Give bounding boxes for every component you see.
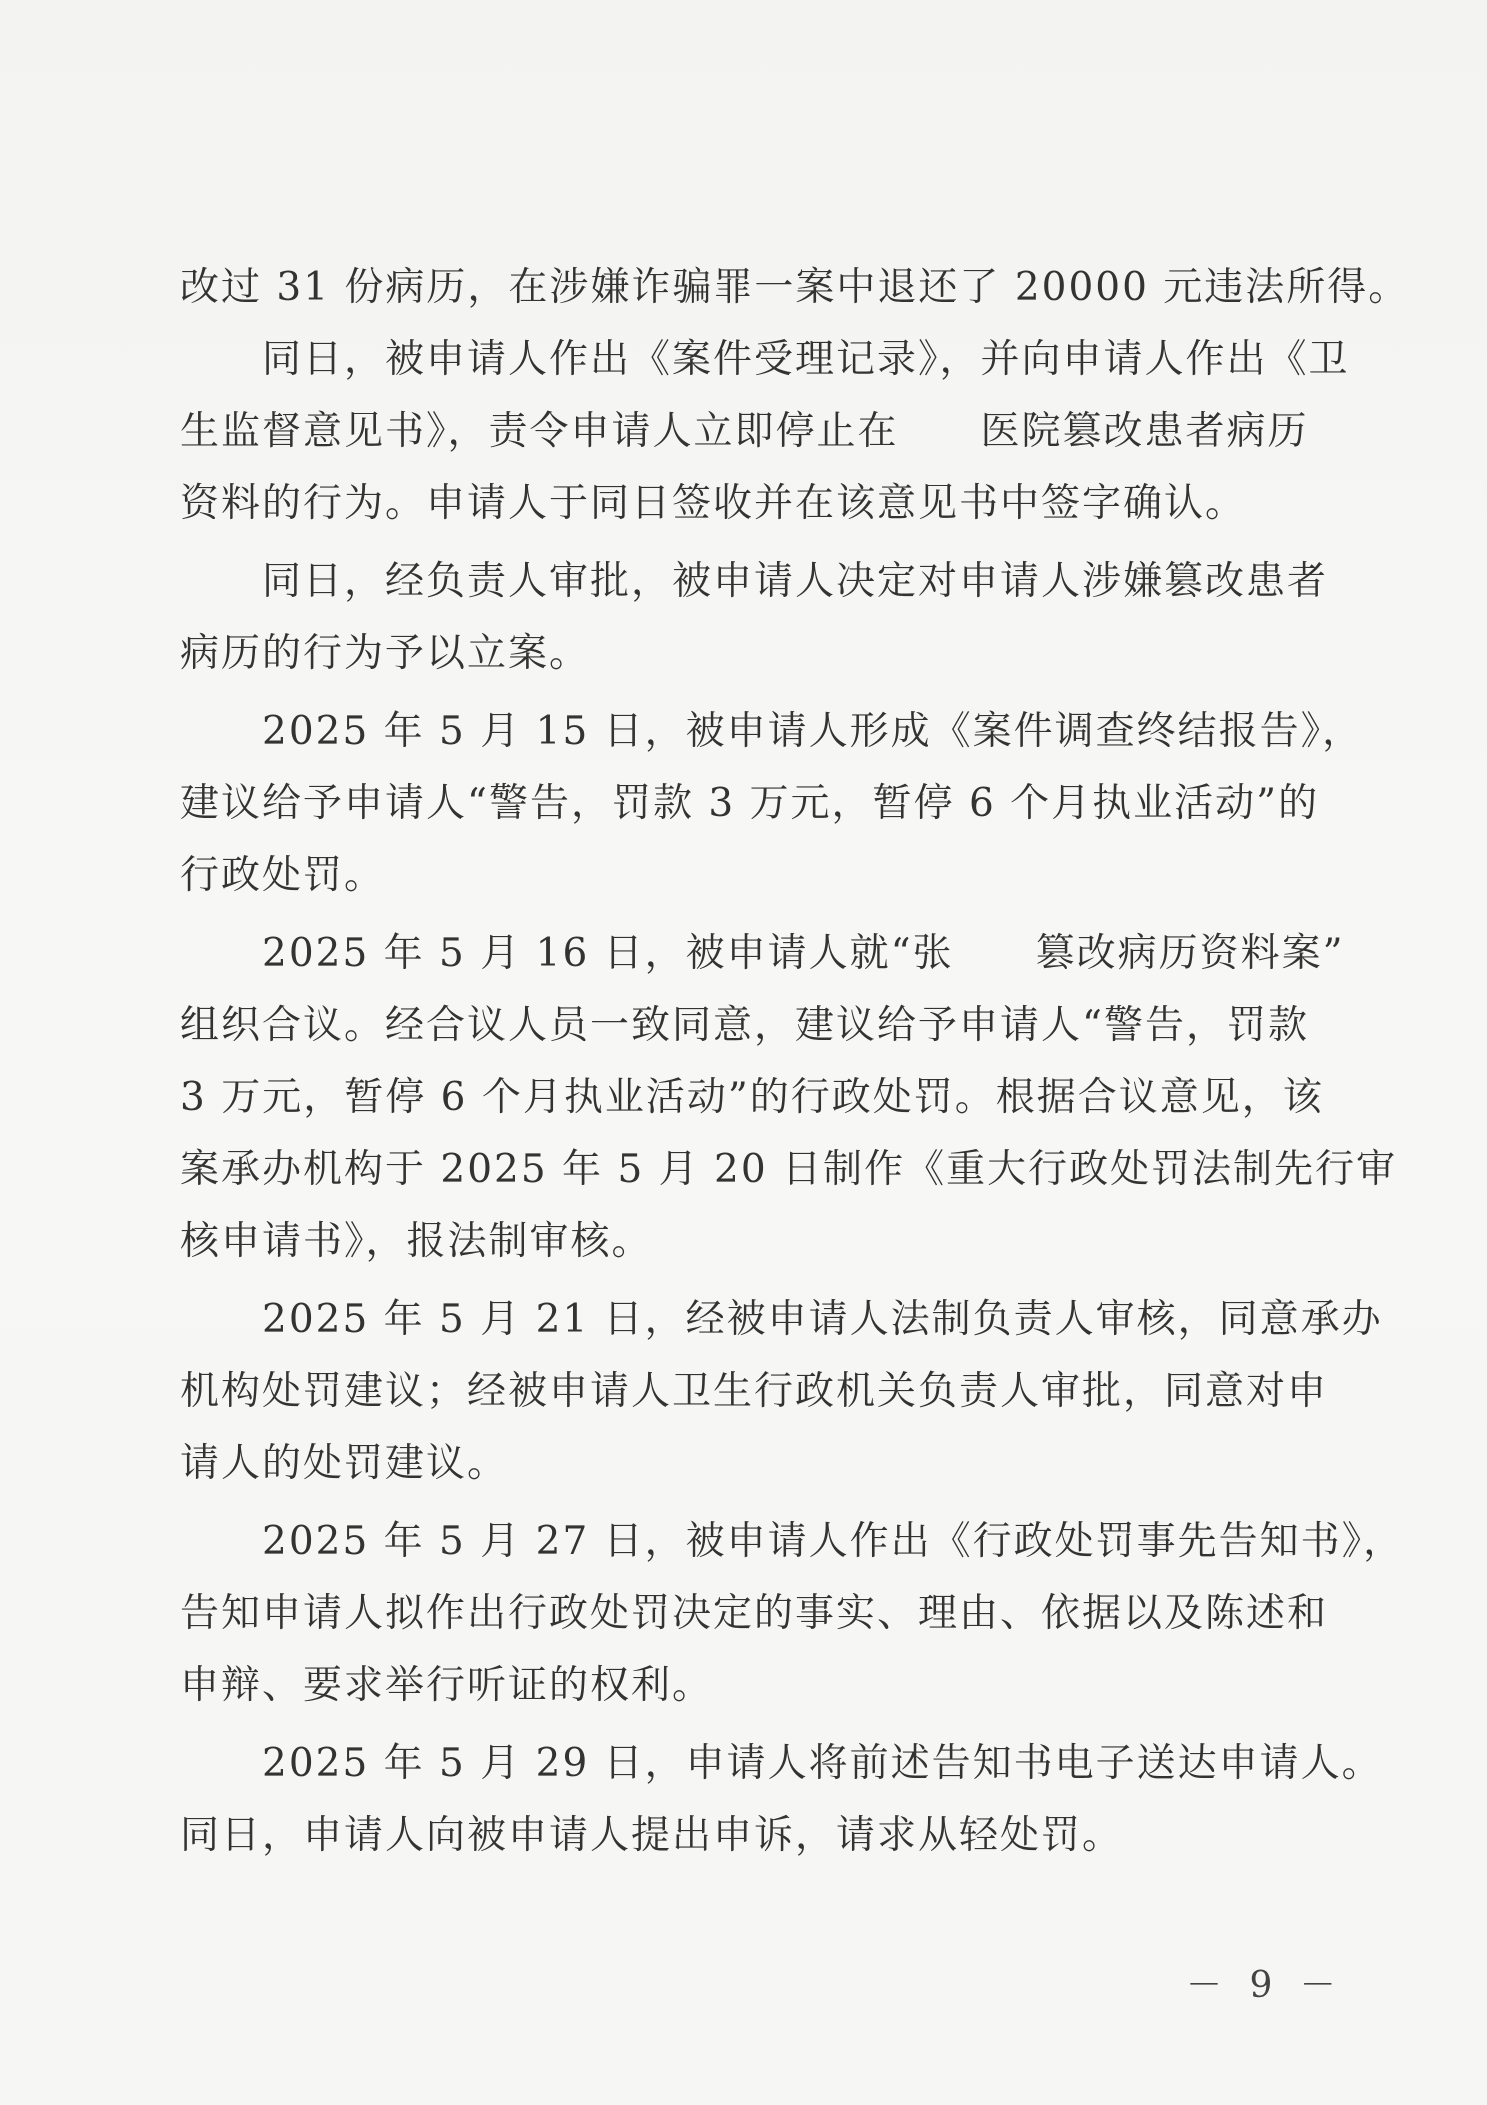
text-line: 改过 31 份病历，在涉嫌诈骗罪一案中退还了 20000 元违法所得。 [180,265,1410,310]
text-line: 生监督意见书》，责令申请人立即停止在 医院篡改患者病历 [180,409,1309,454]
text-line: 告知申请人拟作出行政处罚决定的事实、理由、依据以及陈述和 [180,1591,1329,1636]
text-line: 2025 年 5 月 29 日，申请人将前述告知书电子送达申请人。 [180,1741,1383,1786]
text-line: 案承办机构于 2025 年 5 月 20 日制作《重大行政处罚法制先行审 [180,1147,1398,1192]
page-number: － 9 － [1186,1965,1344,2006]
text-line: 2025 年 5 月 21 日，经被申请人法制负责人审核，同意承办 [180,1297,1383,1342]
text-line: 请人的处罚建议。 [180,1441,509,1486]
text-line: 同日，申请人向被申请人提出申诉，请求从轻处罚。 [180,1813,1124,1858]
text-line: 资料的行为。申请人于同日签收并在该意见书中签字确认。 [180,481,1247,526]
text-line: 2025 年 5 月 27 日，被申请人作出《行政处罚事先告知书》， [180,1519,1405,1564]
text-line: 2025 年 5 月 15 日，被申请人形成《案件调查终结报告》， [180,709,1364,754]
text-line: 机构处罚建议；经被申请人卫生行政机关负责人审批，同意对申 [180,1369,1329,1414]
text-line: 病历的行为予以立案。 [180,631,591,676]
text-line: 2025 年 5 月 16 日，被申请人就“张 篡改病历资料案” [180,931,1345,976]
text-line: 同日，经负责人审批，被申请人决定对申请人涉嫌篡改患者 [180,559,1329,604]
text-line: 同日，被申请人作出《案件受理记录》，并向申请人作出《卫 [180,337,1350,382]
text-line: 申辩、要求举行听证的权利。 [180,1663,714,1708]
text-line: 核申请书》，报法制审核。 [180,1219,653,1264]
text-line: 组织合议。经合议人员一致同意，建议给予申请人“警告，罚款 [180,1003,1309,1048]
text-line: 3 万元，暂停 6 个月执业活动”的行政处罚。根据合议意见，该 [180,1075,1324,1120]
text-line: 行政处罚。 [180,853,386,898]
text-line: 建议给予申请人“警告，罚款 3 万元，暂停 6 个月执业活动”的 [180,781,1320,826]
